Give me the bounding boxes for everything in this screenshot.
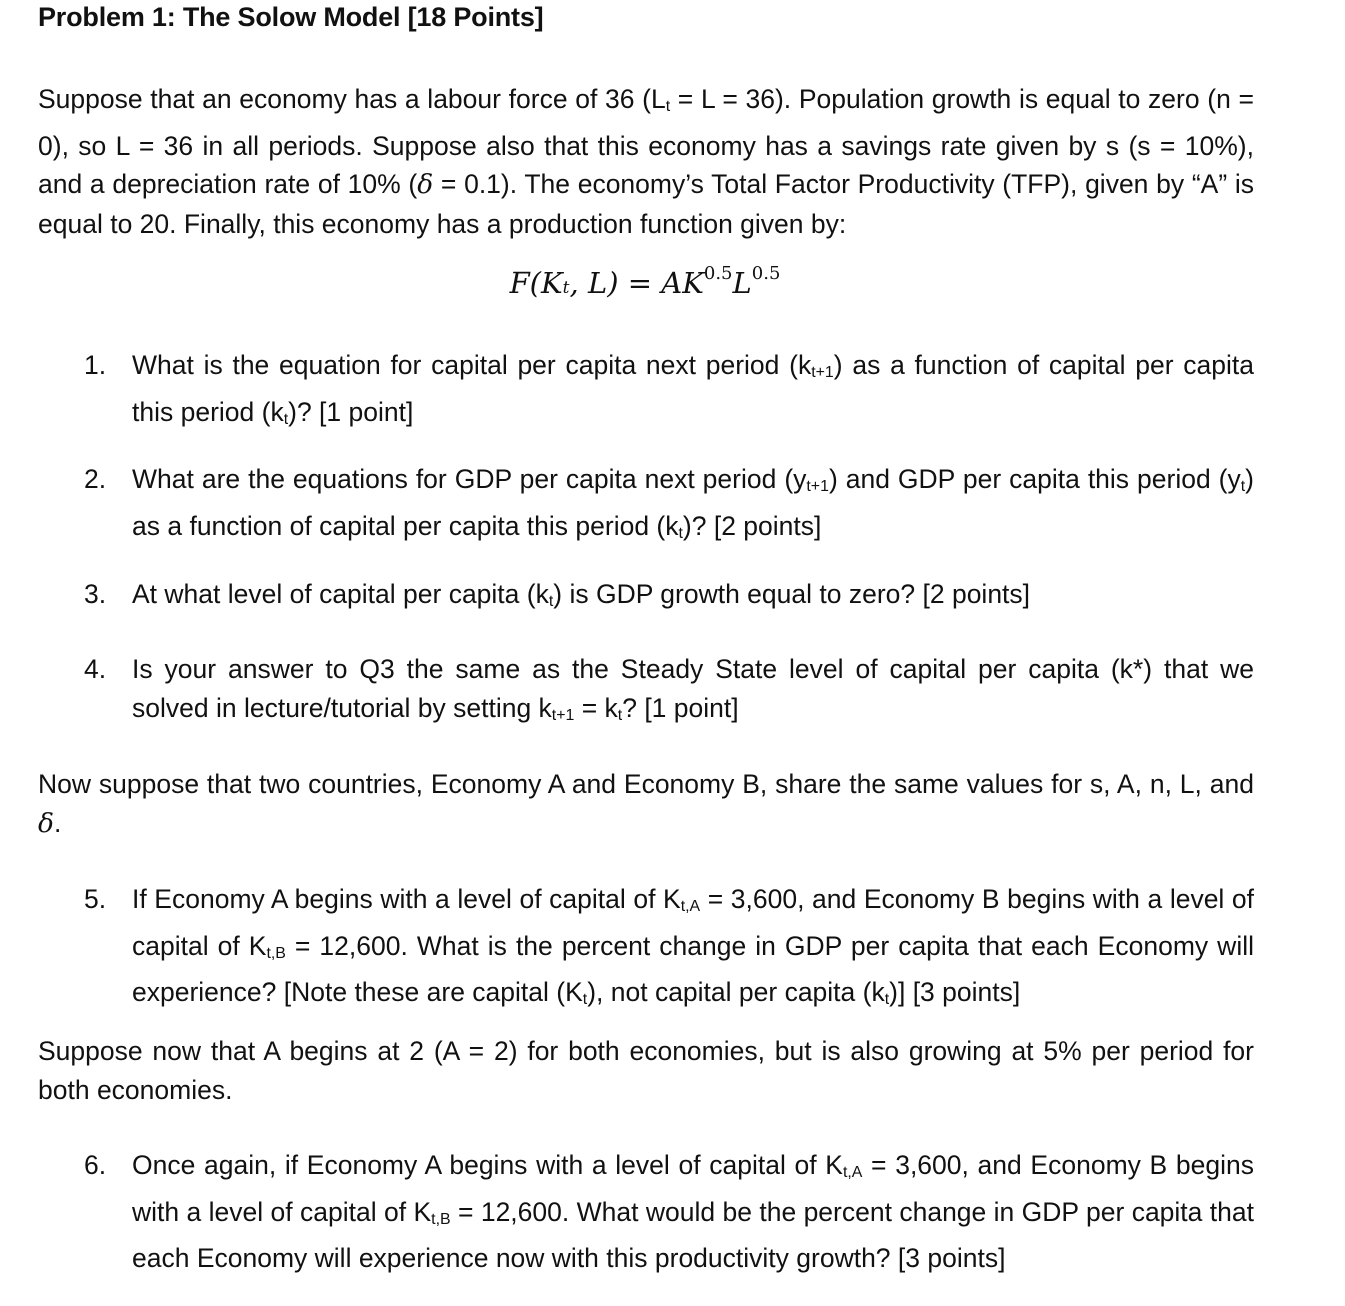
question-6: 6. Once again, if Economy A begins with a level of capital of $K_{t,A} = 3,600$, and Economy B begins with a level of capital of $K_{t,B} = 12,600$. What would be the percent change in GDP per capita that each Economy will experience now with this productivity growth? [3 points] [84, 1150, 1254, 1273]
production-function-equation: F(Kt, $L) = AK^{0.5}L^{0.5}$ [509, 263, 781, 300]
question-4: 4. Is your answer to Q3 the same as the Steady State level of capital per capita (k*) that we solved in lecture/tutorial by setting $k_{t+1} = k_t$? [1 point] [84, 654, 1254, 724]
economies-paragraph: Now suppose that two countries, Economy A and Economy B, share the same values for s, A, n, L, and δ. [38, 769, 1254, 839]
question-1: 1. What is the equation for capital per capita next period $(k_{t+1})$ as a function of capital per capita this period $(k_t)$? [1 point] [84, 350, 1255, 428]
productivity-paragraph: Suppose now that A begins at 2 (A = 2) for both economies, but is also growing at 5% per period for both economies. [38, 1036, 1254, 1105]
problem-title: Problem 1: The Solow Model [18 Points] [38, 2, 544, 32]
question-5: 5. If Economy A begins with a level of capital of $K_{t,A} = 3,600$, and Economy B begins with a level of capital of $K_{t,B} = 12,600$. What is the percent change in GDP per capita that each Economy will experience? [Note these are capital $(K_t)$, not capital per capita $(k_t)$] [3 points] [84, 884, 1254, 1008]
question-2: 2. What are the equations for GDP per capita next period $(y_{t+1})$ and GDP per capita this period $(y_t)$ as a function of capital per capita this period $(k_t)$? [2 points] [84, 464, 1254, 542]
intro-paragraph: Suppose that an economy has a labour force of 36 $(L_t = L = 36)$. Population growth is equal to zero (n = 0), so L = 36 in all periods. Suppose also that this economy has a savings rate given by s (s = 10%), and a depreciation rate of 10% (δ = 0.1). The economy’s Total Factor Productivity (TFP), given by “A” is equal to 20. Finally, this economy has a production function given by: [38, 84, 1254, 239]
question-3: 3. At what level of capital per capita $(k_t)$ is GDP growth equal to zero? [2 points] [84, 579, 1031, 610]
